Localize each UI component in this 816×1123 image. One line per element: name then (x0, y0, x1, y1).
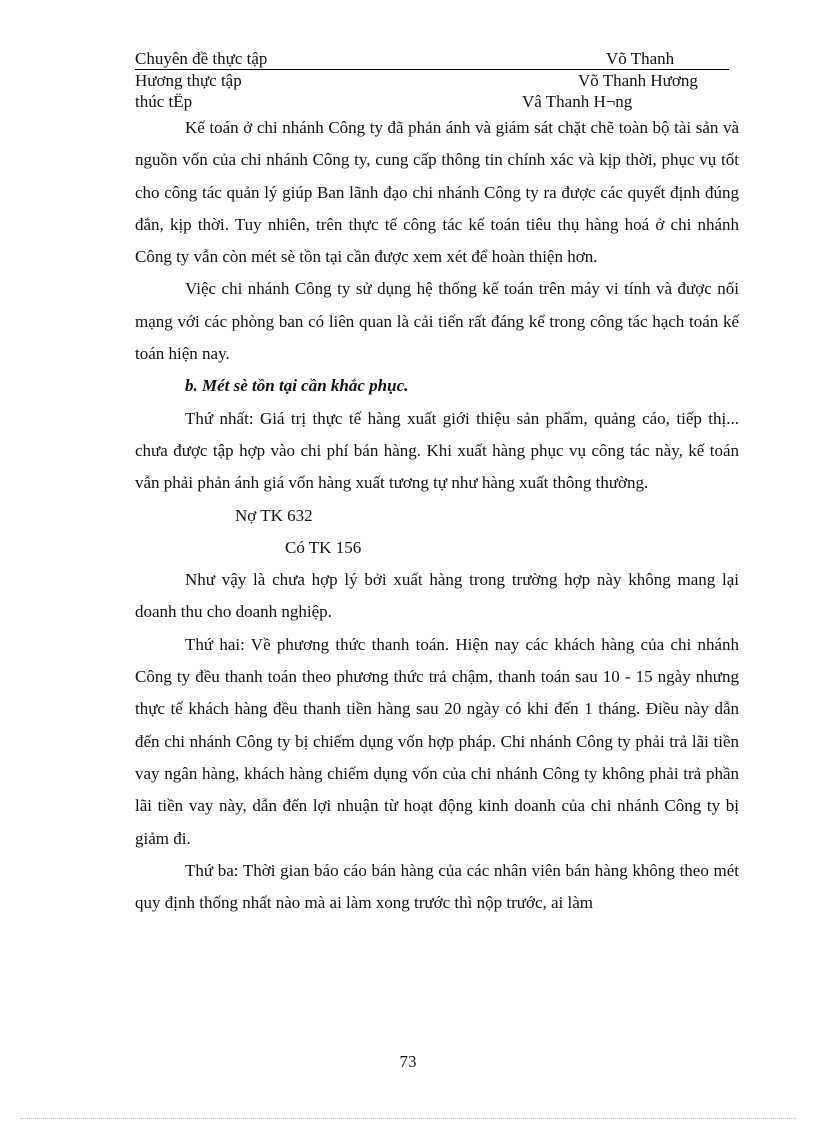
header-author-name-legacy-font: Vâ Thanh H¬ng (522, 92, 633, 111)
paragraph-first-issue: Thứ nhất: Giá trị thực tế hàng xuất giới thiệu sản phẩm, quảng cáo, tiếp thị... chưa được tập hợp vào chi phí bán hàng. Khi xuất hàng phục vụ công tác này, kế toán vẫn phải phản ánh giá vốn hàng xuất tương tự như hàng xuất thông thường. (135, 408, 739, 493)
journal-entry-credit: Có TK 156 (285, 537, 362, 557)
header-row-1 (135, 48, 729, 70)
footer-divider (20, 1118, 796, 1119)
paragraph-second-issue: Thứ hai: Về phương thức thanh toán. Hiện nay các khách hàng của chi nhánh Công ty đều thanh toán theo phương thức trả chậm, thanh toán sau 10 - 15 ngày nhưng thực tế khách hàng đều thanh tiền hàng sau 20 ngày có khi đến 1 tháng. Điều này dẫn đến chi nhánh Công ty bị chiếm dụng vốn hợp pháp. Chi nhánh Công ty phải trả lãi tiền vay ngân hàng, khách hàng chiếm dụng vốn của chi nhánh Công ty không phải trả phần lãi tiền vay này, dẫn đến lợi nhuận từ hoạt động kinh doanh của chi nhánh Công ty bị giảm đi. (135, 634, 739, 848)
section-heading-b: b. Mét sè tồn tại cần khắc phục. (185, 376, 409, 396)
header-author-name: Võ Thanh (606, 49, 675, 68)
paragraph-accounting-role: Kế toán ở chi nhánh Công ty đã phản ánh và giám sát chặt chẽ toàn bộ tài sản và nguồn vốn của chi nhánh Công ty, cung cấp thông tin chính xác và kịp thời, phục vụ tốt cho công tác quản lý giúp Ban lãnh đạo chi nhánh Công ty ra được các quyết định đúng đắn, kịp thời. Tuy nhiên, trên thực tế công tác kế toán tiêu thụ hàng hoá ở chi nhánh Công ty vẫn còn mét sè tồn tại cần được xem xét để hoàn thiện hơn. (135, 118, 739, 267)
header-row-3 (135, 91, 729, 112)
paragraph-computerized-accounting: Việc chi nhánh Công ty sử dụng hệ thống kế toán trên máy vi tính và được nối mạng với các phòng ban có liên quan là cải tiến rất đáng kể trong công tác hạch toán kế toán hiện nay. (135, 279, 739, 364)
page-number: 73 (399, 1052, 417, 1071)
page-body (135, 112, 739, 919)
header-internship-label: Hương thực tập (135, 71, 242, 90)
paragraph-third-issue: Thứ ba: Thời gian báo cáo bán hàng của các nhân viên bán hàng không theo mét quy định thống nhất nào mà ai làm xong trước thì nộp trước, ai làm (135, 860, 739, 913)
header-author-full-name: Võ Thanh Hương (578, 71, 698, 90)
journal-entry-debit: Nợ TK 632 (235, 505, 313, 525)
page-header (135, 48, 729, 112)
header-topic-label: Chuyên đề thực tập (135, 49, 268, 68)
paragraph-not-reasonable: Như vậy là chưa hợp lý bởi xuất hàng trong trường hợp này không mang lại doanh thu cho doanh nghiệp. (135, 570, 739, 622)
header-row-2 (135, 70, 729, 91)
header-internship-label-legacy-font: thúc tËp (135, 92, 193, 111)
